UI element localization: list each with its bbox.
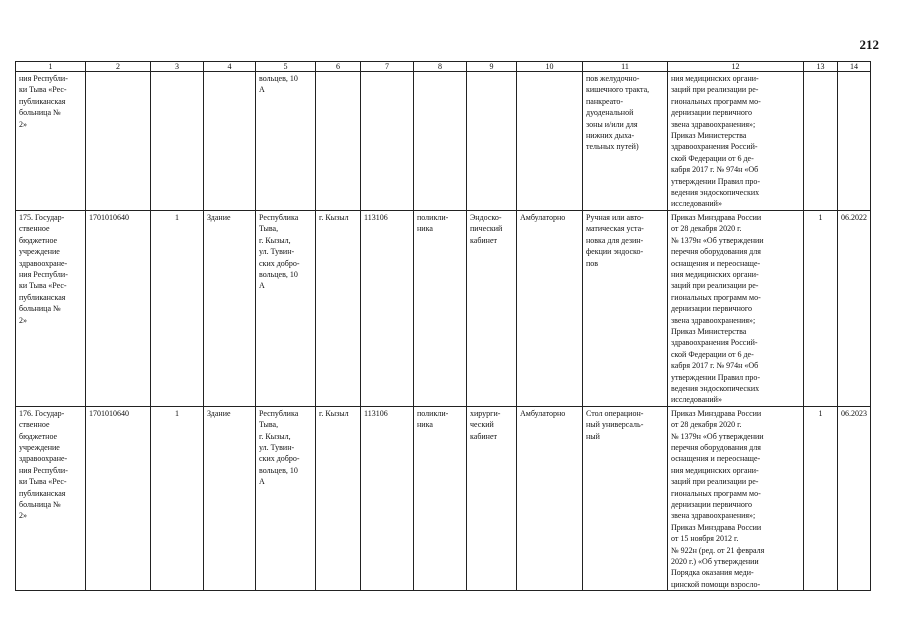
cell-line: № 1379н «Об утверждении	[671, 235, 764, 245]
cell-line: новка для дезин-	[586, 235, 644, 245]
cell-line: А	[259, 477, 265, 487]
cell-line: поликли-	[417, 212, 449, 222]
care-form-cell	[517, 210, 583, 406]
registry-table	[15, 61, 871, 591]
cell-line: утверждении Правил про-	[671, 372, 761, 382]
cell-line: ведения эндоскопических	[671, 383, 760, 393]
column-number: 11	[583, 62, 668, 72]
cell-line: Ручная или авто-	[586, 212, 644, 222]
cell-line: 1	[818, 212, 823, 222]
cell-line: 175. Государ-	[19, 212, 65, 222]
cell-line: вольцев, 10	[259, 74, 298, 83]
quantity-cell	[804, 406, 838, 591]
code-cell	[361, 210, 414, 406]
cell-line: ния медицинских органи-	[671, 465, 759, 475]
institution-name-cell	[16, 210, 86, 406]
cell-line: г. Кызыл,	[259, 431, 291, 441]
cell-line: здравоохране-	[19, 258, 68, 268]
cell-line: заций при реализации ре-	[671, 477, 759, 487]
column-number-row	[16, 62, 871, 72]
cell-line: Амбулаторно	[520, 212, 566, 222]
cell-line: г. Кызыл,	[259, 235, 291, 245]
cell-line: ника	[417, 224, 433, 234]
page-number: 212	[859, 37, 879, 52]
city-cell	[316, 406, 361, 591]
cell-line: Тыва,	[259, 420, 279, 430]
cell-line: публиканская	[19, 292, 66, 302]
cell-line: 06.2023	[841, 408, 867, 418]
cell-line: нижних дыха-	[586, 131, 635, 141]
cell-line: Порядка оказания меди-	[671, 568, 754, 578]
cell-line: гиональных программ мо-	[671, 488, 761, 498]
column-number: 10	[517, 62, 583, 72]
cell-line: исследований»	[671, 395, 722, 405]
legal-basis-cell	[668, 210, 804, 406]
cell-line: кабинет	[470, 431, 497, 441]
cell-line: дернизации первичного	[671, 304, 753, 314]
cell-line: № 922н (ред. от 21 февраля	[671, 545, 765, 555]
cell-line: Приказ Минздрава России	[671, 212, 762, 222]
cabinet-cell	[467, 406, 517, 591]
unit-type-cell	[414, 72, 467, 211]
cabinet-cell	[467, 210, 517, 406]
cell-line: кабря 2017 г. № 974н «Об	[671, 361, 759, 371]
cell-line: панкреато-	[586, 96, 624, 106]
table-row	[16, 210, 871, 406]
city-cell	[316, 72, 361, 211]
cell-line: ведения эндоскопических	[671, 188, 760, 198]
column-number: 13	[804, 62, 838, 72]
column-number: 9	[467, 62, 517, 72]
legal-basis-cell	[668, 406, 804, 591]
cell-line: бюджетное	[19, 431, 58, 441]
cell-line: 113106	[364, 212, 388, 222]
cell-line: Здание	[207, 408, 231, 418]
equipment-cell	[583, 406, 668, 591]
cell-line: матическая уста-	[586, 224, 644, 234]
cell-line: кишечного тракта,	[586, 85, 650, 95]
equipment-cell	[583, 210, 668, 406]
cell-line: учреждение	[19, 247, 60, 257]
cell-line: дуоденальной	[586, 108, 634, 118]
quantity-cell	[804, 72, 838, 211]
column-number: 6	[316, 62, 361, 72]
quantity-cell	[804, 210, 838, 406]
cell-line: ния Республи-	[19, 465, 68, 475]
cell-line: 06.2022	[841, 212, 867, 222]
cell-line: гиональных программ мо-	[671, 96, 761, 106]
cell-line: ственное	[19, 420, 50, 430]
cell-line: больница №	[19, 304, 61, 314]
building-type-cell	[204, 210, 256, 406]
cell-line: ный	[586, 431, 600, 441]
cell-line: № 1379н «Об утверждении	[671, 431, 764, 441]
cell-line: здравоохранения Россий-	[671, 338, 758, 348]
cell-line: 2»	[19, 511, 27, 521]
cell-line: ника	[417, 420, 433, 430]
column-number: 7	[361, 62, 414, 72]
table-row	[16, 72, 871, 211]
count-cell	[151, 210, 204, 406]
cell-line: кабинет	[470, 235, 497, 245]
cell-line: больница №	[19, 500, 61, 510]
cell-line: перечня оборудования для	[671, 247, 761, 257]
cell-line: публиканская	[19, 96, 66, 106]
inn-cell	[86, 406, 151, 591]
cell-line: заций при реализации ре-	[671, 281, 759, 291]
column-number: 1	[16, 62, 86, 72]
address-cell	[256, 406, 316, 591]
cell-line: 2»	[19, 119, 27, 129]
cell-line: Тыва,	[259, 224, 279, 234]
cell-line: Эндоско-	[470, 212, 502, 222]
cell-line: оснащения и переоснаще-	[671, 454, 761, 464]
column-number: 5	[256, 62, 316, 72]
institution-name-cell	[16, 406, 86, 591]
cell-line: пический	[470, 224, 503, 234]
cell-line: 1	[175, 212, 179, 222]
legal-basis-cell	[668, 72, 804, 211]
column-number: 3	[151, 62, 204, 72]
cell-line: дернизации первичного	[671, 108, 753, 118]
cell-line: А	[259, 281, 265, 291]
code-cell	[361, 72, 414, 211]
cell-line: 1701010640	[89, 408, 129, 418]
building-type-cell	[204, 406, 256, 591]
cell-line: ских добро-	[259, 454, 300, 464]
code-cell	[361, 406, 414, 591]
date-cell	[838, 210, 871, 406]
cell-line: учреждение	[19, 443, 60, 452]
cell-line: здравоохранения Россий-	[671, 142, 758, 152]
care-form-cell	[517, 72, 583, 211]
cell-line: перечня оборудования для	[671, 443, 761, 452]
cell-line: ул. Тувин-	[259, 247, 295, 257]
cell-line: 176. Государ-	[19, 408, 65, 418]
cell-line: заций при реализации ре-	[671, 85, 759, 95]
city-cell	[316, 210, 361, 406]
cell-line: ния Республи-	[19, 269, 68, 279]
inn-cell	[86, 210, 151, 406]
cell-line: здравоохране-	[19, 454, 68, 464]
cell-line: ный универсаль-	[586, 420, 644, 430]
cell-line: от 28 декабря 2020 г.	[671, 420, 742, 430]
cell-line: 1701010640	[89, 212, 129, 222]
unit-type-cell	[414, 210, 467, 406]
address-cell	[256, 210, 316, 406]
institution-name-cell	[16, 72, 86, 211]
cell-line: дернизации первичного	[671, 500, 753, 510]
cabinet-cell	[467, 72, 517, 211]
cell-line: поликли-	[417, 408, 449, 418]
cell-line: ских добро-	[259, 258, 300, 268]
cell-line: публиканская	[19, 488, 66, 498]
address-cell	[256, 72, 316, 211]
cell-line: ния Республи-	[19, 74, 68, 83]
unit-type-cell	[414, 406, 467, 591]
cell-line: Приказ Минздрава России	[671, 408, 762, 418]
cell-line: от 28 декабря 2020 г.	[671, 224, 742, 234]
equipment-cell	[583, 72, 668, 211]
cell-line: 2»	[19, 315, 27, 325]
cell-line: звена здравоохранения»;	[671, 315, 756, 325]
cell-line: оснащения и переоснаще-	[671, 258, 761, 268]
cell-line: ния медицинских органи-	[671, 269, 759, 279]
cell-line: звена здравоохранения»;	[671, 511, 756, 521]
cell-line: пов желудочно-	[586, 74, 640, 83]
cell-line: ской Федерации от 6 де-	[671, 349, 754, 359]
cell-line: бюджетное	[19, 235, 58, 245]
column-number: 4	[204, 62, 256, 72]
cell-line: Республика	[259, 408, 299, 418]
inn-cell	[86, 72, 151, 211]
cell-line: ки Тыва «Рес-	[19, 281, 67, 291]
cell-line: 2020 г.) «Об утверждении	[671, 557, 759, 567]
cell-line: Амбулаторно	[520, 408, 566, 418]
cell-line: ния медицинских органи-	[671, 74, 759, 83]
cell-line: Здание	[207, 212, 231, 222]
cell-line: вольцев, 10	[259, 269, 298, 279]
count-cell	[151, 72, 204, 211]
cell-line: вольцев, 10	[259, 465, 298, 475]
column-number: 14	[838, 62, 871, 72]
cell-line: ственное	[19, 224, 50, 234]
cell-line: Стол операцион-	[586, 408, 644, 418]
cell-line: ул. Тувин-	[259, 443, 295, 452]
cell-line: утверждении Правил про-	[671, 176, 761, 186]
cell-line: цинской помощи взросло-	[671, 579, 761, 589]
cell-line: 1	[818, 408, 823, 418]
cell-line: 1	[175, 408, 179, 418]
cell-line: Приказ Министерства	[671, 131, 747, 141]
date-cell	[838, 406, 871, 591]
cell-line: Приказ Министерства	[671, 326, 747, 336]
table-row	[16, 406, 871, 591]
cell-line: хирурги-	[470, 408, 501, 418]
cell-line: от 15 ноября 2012 г.	[671, 534, 739, 544]
cell-line: г. Кызыл	[319, 212, 349, 222]
cell-line: исследований»	[671, 199, 722, 209]
column-number: 12	[668, 62, 804, 72]
cell-line: звена здравоохранения»;	[671, 119, 756, 129]
cell-line: зоны и/или для	[586, 119, 638, 129]
column-number: 2	[86, 62, 151, 72]
table-body	[16, 72, 871, 591]
building-type-cell	[204, 72, 256, 211]
cell-line: ки Тыва «Рес-	[19, 477, 67, 487]
cell-line: г. Кызыл	[319, 408, 349, 418]
cell-line: Республика	[259, 212, 299, 222]
cell-line: больница №	[19, 108, 61, 118]
cell-line: А	[259, 85, 265, 95]
cell-line: пов	[586, 258, 599, 268]
cell-line: гиональных программ мо-	[671, 292, 761, 302]
cell-line: фекции эндоско-	[586, 247, 644, 257]
care-form-cell	[517, 406, 583, 591]
cell-line: Приказ Минздрава России	[671, 522, 762, 532]
date-cell	[838, 72, 871, 211]
cell-line: ки Тыва «Рес-	[19, 85, 67, 95]
cell-line: кабря 2017 г. № 974н «Об	[671, 165, 759, 175]
column-number: 8	[414, 62, 467, 72]
cell-line: ческий	[470, 420, 494, 430]
cell-line: ской Федерации от 6 де-	[671, 153, 754, 163]
cell-line: 113106	[364, 408, 388, 418]
cell-line: тельных путей)	[586, 142, 639, 152]
count-cell	[151, 406, 204, 591]
